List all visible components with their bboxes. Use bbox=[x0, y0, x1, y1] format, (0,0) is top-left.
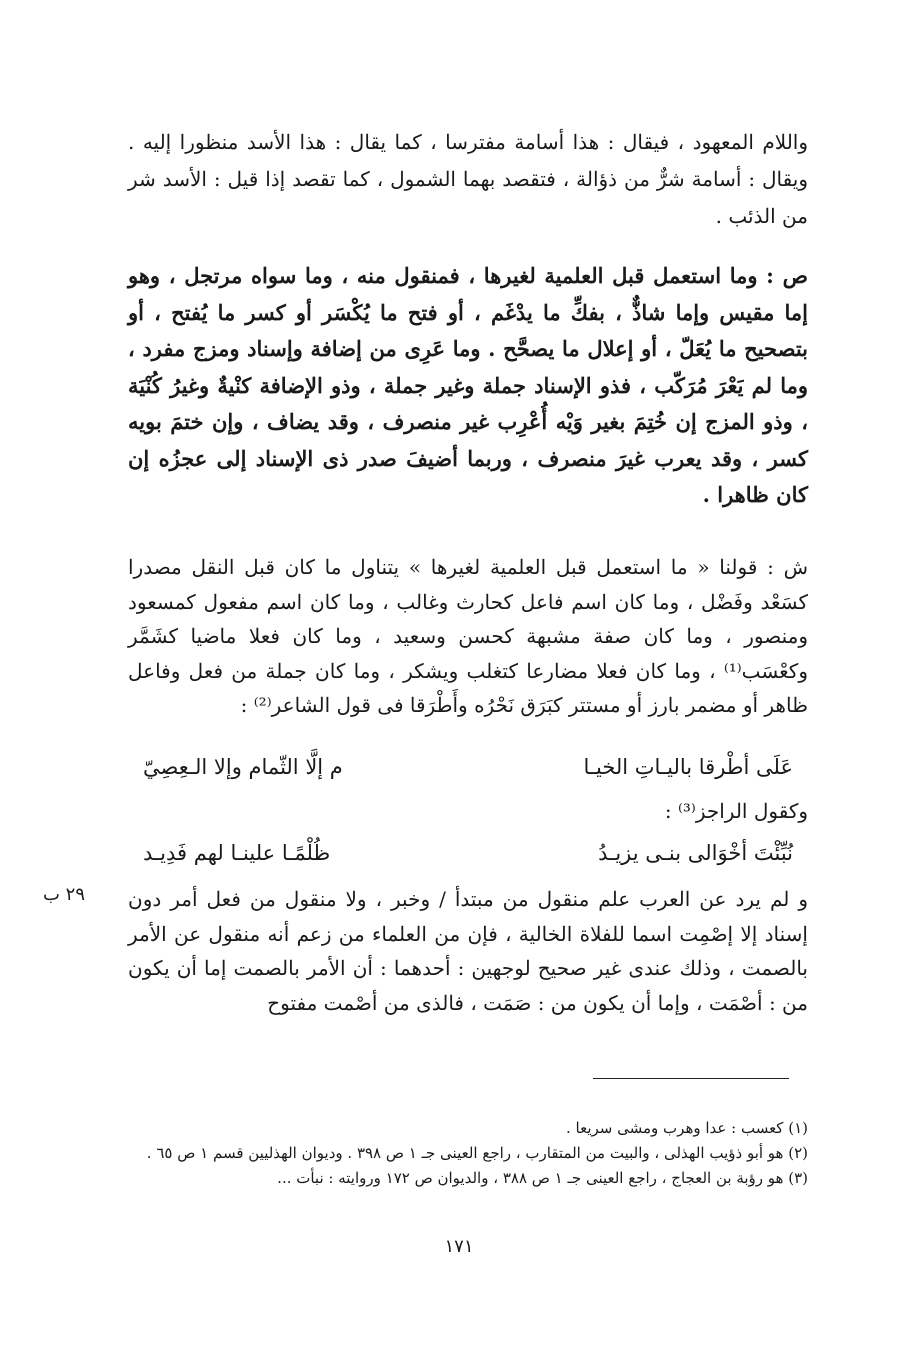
verse-1-first-hemistich: عَلَى أطْرقا باليـاتِ الخيـا bbox=[583, 755, 793, 779]
rajaz-intro-line: وكقول الراجز⁽³⁾ : bbox=[664, 799, 808, 823]
last-paragraph: و لم يرد عن العرب علم منقول من مبتدأ / وخبر ، ولا منقول من فعل أمر دون إسناد إلا إصْمِت اسما للفلاة الخالية ، فإن من العلماء من زعم أنه منقول عن الأمر بالصمت ، وذلك عندى غير صحيح لوجهين : أحدهما : أن الأمر بالصمت إما أن يكون من : أصْمَت ، وإما أن يكون من : صَمَت ، فالذى من أصْمت مفتوح bbox=[128, 887, 808, 1015]
verse-line-1 bbox=[143, 752, 793, 782]
footnote-2: (٢) هو أبو ذؤيب الهذلى ، والبيت من المتقارب ، راجع العينى جـ ١ ص ٣٩٨ . وديوان الهذليين قسم ١ ص ٦٥ . bbox=[146, 1144, 808, 1162]
footnote-separator-rule bbox=[593, 1078, 789, 1079]
verse-line-2 bbox=[143, 838, 793, 868]
footnote-3: (٣) هو رؤبة بن العجاج ، راجع العينى جـ ١ ص ٣٨٨ ، والديوان ص ١٧٢ وروايته : نبأت ... bbox=[277, 1169, 808, 1187]
footnotes-section bbox=[128, 1116, 808, 1191]
margin-folio-note: ٢٩ ب bbox=[42, 884, 85, 905]
intro-paragraph: واللام المعهود ، فيقال : هذا أسامة مفترسا ، كما يقال : هذا الأسد منظورا إليه . ويقال : أسامة شرٌّ من ذؤالة ، فتقصد بهما الشمول ، كما تقصد إذا قيل : الأسد شر من الذئب . bbox=[128, 130, 808, 228]
footnote-1: (١) كعسب : عدا وهرب ومشى سريعا . bbox=[566, 1119, 808, 1137]
matn-paragraph: ص : وما استعمل قبل العلمية لغيرها ، فمنقول منه ، وما سواه مرتجل ، وهو إما مقيس وإما شاذٌّ ، بفكِّ ما يدْغَم ، أو فتح ما يُكْسَر أو كسر ما يُفتح ، أو بتصحيح ما يُعَلّ ، أو إعلال ما يصحَّح . وما عَرِى من إضافة وإسناد ومزج مفرد ، وما لم يَعْرَ مُرَكّب ، فذو الإسناد جملة وغير جملة ، وذو الإضافة كنْيةٌ وغيرُ كُنْيَة ، وذو المزج إن خُتِمَ بغير وَيْه أُعْرِب غير منصرف ، وقد يضاف ، وإن ختمَ بويه كسر ، وقد يعرب غيرَ منصرف ، وربما أضيفَ صدر ذى الإسناد إلى عجزُه إن كان ظاهرا . bbox=[128, 263, 808, 507]
page-number: ١٧١ bbox=[444, 1236, 474, 1257]
sharh-paragraph: ش : قولنا « ما استعمل قبل العلمية لغيرها » يتناول ما كان قبل النقل مصدرا كسَعْد وفَضْل ، وما كان اسم فاعل كحارث وغالب ، وما كان اسم مفعول كمسعود ومنصور ، وما كان صفة مشبهة كحسن وسعيد ، وما كان فعلا ماضيا كشَمَّر وكعْسَب⁽¹⁾ ، وما كان فعلا مضارعا كتغلب ويشكر ، وما كان جملة من فعل وفاعل ظاهر أو مضمر بارز أو مستتر كبَرَق نَحْرُه وأَطْرَقا فى قول الشاعر⁽²⁾ : bbox=[128, 555, 808, 717]
verse-1-second-hemistich: م إلَّا الثّمام وإلا الـعِصِيّ bbox=[143, 755, 343, 779]
verse-2-second-hemistich: ظُلْمًـا علينـا لهم فَدِيـد bbox=[143, 841, 331, 865]
verse-2-first-hemistich: نُبِّئْتَ أخْوَالى بنـى يزيـدُ bbox=[598, 841, 793, 865]
